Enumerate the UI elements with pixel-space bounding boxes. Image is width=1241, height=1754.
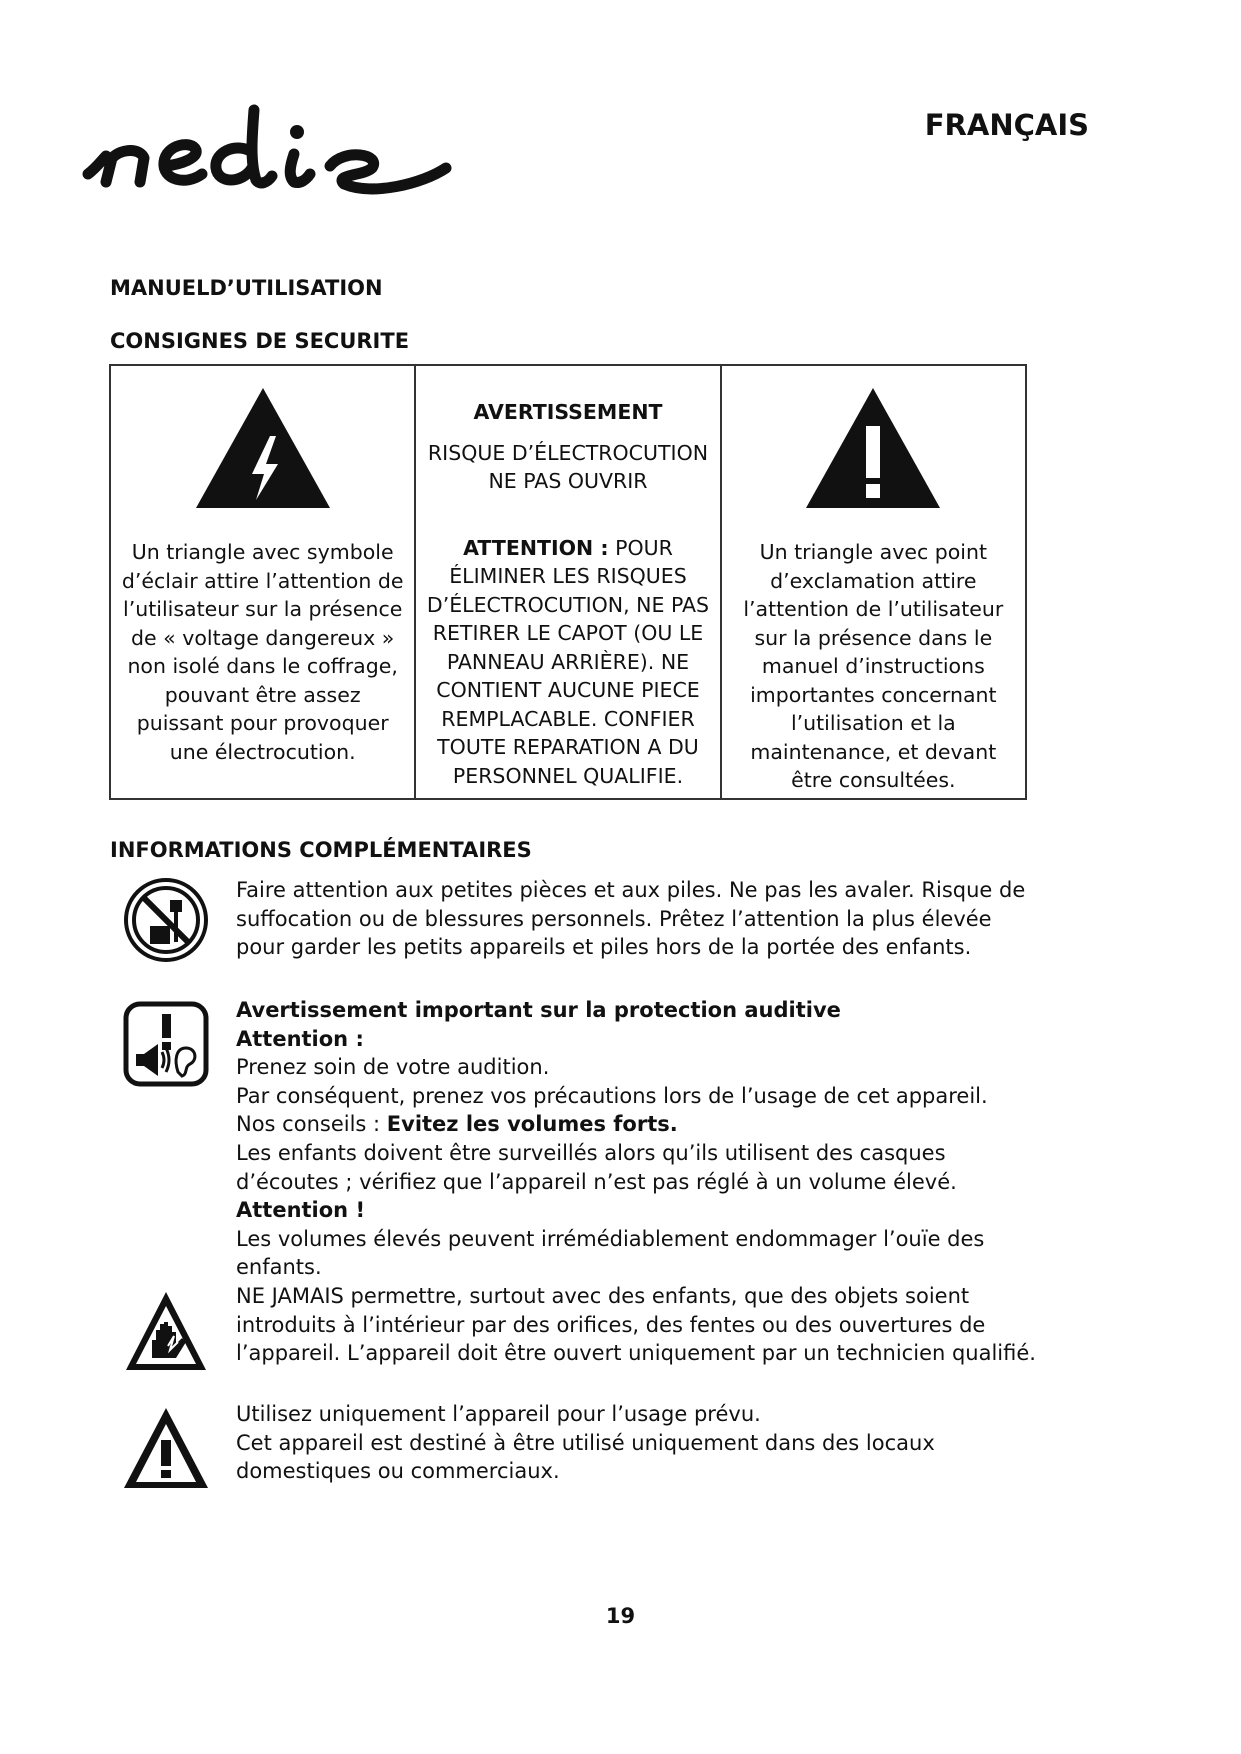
hearing-protection-icon	[122, 1000, 210, 1088]
hearing-attention-1: Attention :	[236, 1026, 364, 1051]
exclamation-cell	[721, 365, 1026, 799]
usage-line-2: Cet appareil est destiné à être utilisé uniquement dans des locaux domestiques ou commerciaux.	[236, 1430, 935, 1484]
exclamation-description: Un triangle avec point d’exclamation attire l’attention de l’utilisateur sur la présence dans le manuel d’instructions importantes concernant l’utilisation et la maintenance, et devant être consultées.	[743, 540, 1004, 792]
lightning-warning-icon	[192, 384, 334, 512]
objects-paragraph: NE JAMAIS permettre, surtout avec des enfants, que des objets soient introduits à l’intérieur par des orifices, des fentes ou des ouvertures de l’appareil. L’appareil doit être ouvert uniquement par un technicien qualifié.	[236, 1284, 1036, 1366]
hearing-text	[236, 996, 1036, 1282]
no-swallow-icon	[122, 876, 210, 964]
hearing-title: Avertissement important sur la protection auditive	[236, 998, 841, 1022]
usage-text	[236, 1400, 1036, 1486]
hearing-line-4: Les volumes élevés peuvent irrémédiablement endommager l’ouïe des enfants.	[236, 1226, 985, 1280]
safety-table	[109, 364, 1027, 800]
hearing-advice-bold: Evitez les volumes forts.	[386, 1112, 678, 1137]
page-number: 19	[605, 1604, 636, 1628]
warning-cell	[415, 365, 720, 799]
exclamation-warning-icon	[802, 384, 944, 512]
hearing-attention-2: Attention !	[236, 1198, 366, 1223]
general-warning-icon	[122, 1404, 210, 1492]
attention-text: POUR ÉLIMINER LES RISQUES D’ÉLECTROCUTION, NE PAS RETIRER LE CAPOT (OU LE PANNEAU ARRIÈRE). NE CONTIENT AUCUNE PIECE REMPLACABLE. CONFIER TOUTE REPARATION A DU PERSONNEL QUALIFIE.	[426, 535, 710, 788]
warning-subtitle-2: NE PAS OUVRIR	[488, 469, 648, 493]
lightning-cell	[110, 365, 415, 799]
info-heading: INFORMATIONS COMPLÉMENTAIRES	[110, 838, 532, 862]
manual-heading: MANUELD’UTILISATION	[110, 276, 383, 300]
hearing-advice	[236, 1110, 1036, 1139]
warning-title: AVERTISSEMENT	[473, 400, 663, 424]
attention-label: ATTENTION :	[463, 535, 609, 560]
nedis-logo	[82, 96, 454, 208]
safety-heading: CONSIGNES DE SECURITE	[110, 329, 410, 353]
small-parts-paragraph: Faire attention aux petites pièces et aux piles. Ne pas les avaler. Risque de suffocation ou de blessures personnels. Prêtez l’attention la plus élevée pour garder les petits appareils et piles hors de la portée des enfants.	[236, 878, 1026, 960]
hearing-line-2: Par conséquent, prenez vos précautions lors de l’usage de cet appareil.	[236, 1083, 988, 1108]
hearing-advice-label: Nos conseils :	[236, 1112, 387, 1137]
hearing-line-1: Prenez soin de votre audition.	[236, 1055, 550, 1080]
language-label: FRANÇAIS	[924, 108, 1089, 142]
lightning-description: Un triangle avec symbole d’éclair attire l’attention de l’utilisateur sur la présence de « voltage dangereux » non isolé dans le coffrage, pouvant être assez puissant pour provoquer une électrocution.	[121, 540, 404, 764]
warning-subtitle-1: RISQUE D’ÉLECTROCUTION	[427, 440, 709, 465]
hearing-line-3: Les enfants doivent être surveillés alors qu’ils utilisent des casques d’écoutes ; vérifiez que l’appareil n’est pas réglé à un volume élevé.	[236, 1140, 957, 1194]
usage-line-1: Utilisez uniquement l’appareil pour l’usage prévu.	[236, 1402, 761, 1426]
hand-warning-icon	[122, 1288, 210, 1376]
small-parts-text	[236, 876, 1036, 962]
objects-text	[236, 1282, 1036, 1368]
